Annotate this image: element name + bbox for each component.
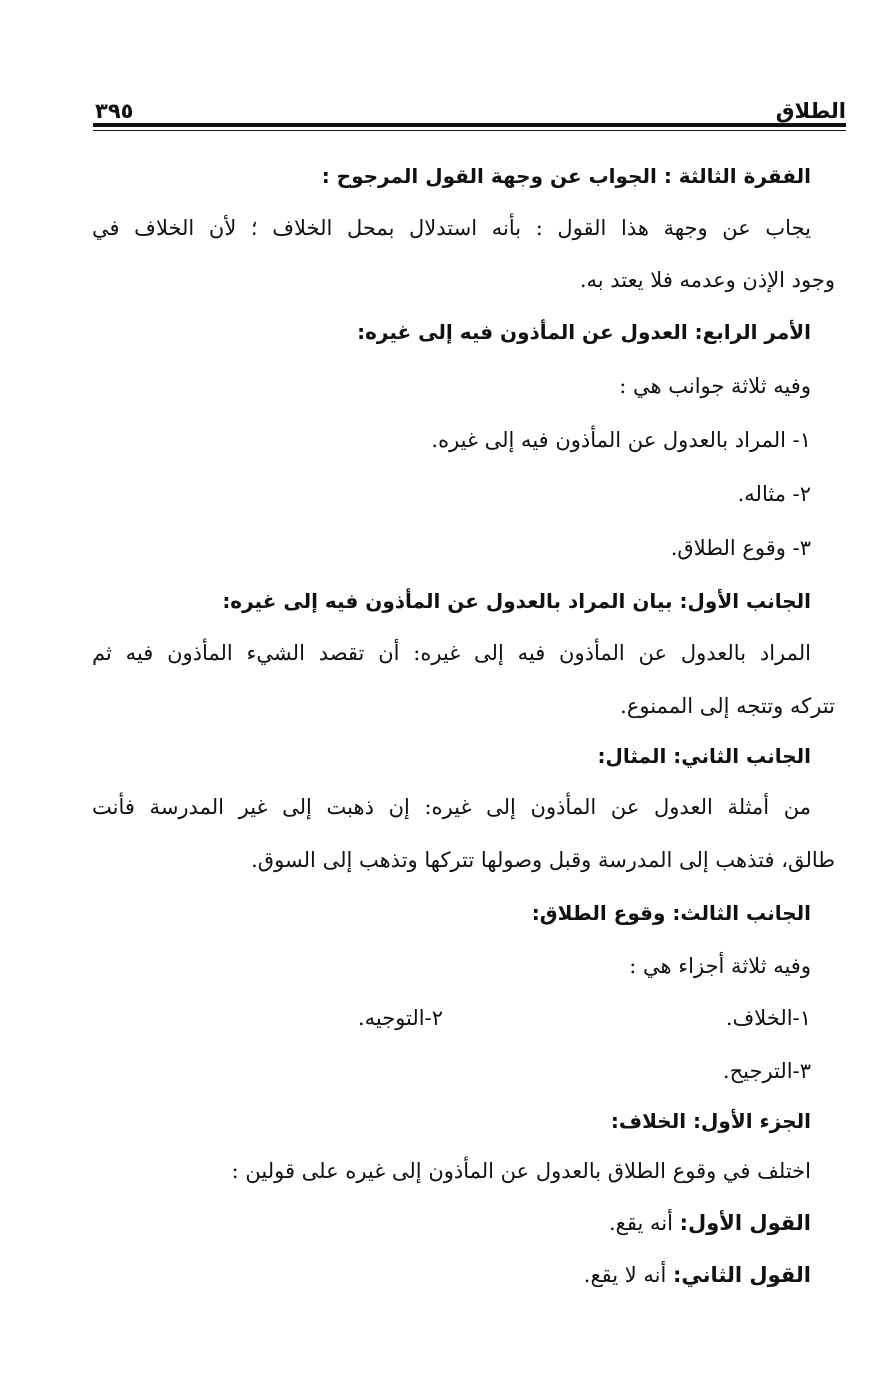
section-heading-third-paragraph: الفقرة الثالثة : الجواب عن وجهة القول المرجوح : (321, 164, 811, 188)
paragraph-line: اختلف في وقوع الطلاق بالعدول عن المأذون إلى غيره على قولين : (231, 1159, 811, 1183)
list-item: ٣- وقوع الطلاق. (670, 536, 811, 560)
opinion-text: أنه لا يقع. (583, 1263, 674, 1287)
section-heading-fourth-matter: الأمر الرابع: العدول عن المأذون فيه إلى غيره: (357, 320, 811, 344)
header-rule-thick (93, 123, 846, 127)
list-item: ٣-الترجيح. (722, 1059, 811, 1083)
list-item: ٢- مثاله. (737, 482, 811, 506)
paragraph-line: طالق، فتذهب إلى المدرسة وقبل وصولها تتركها وتذهب إلى السوق. (251, 848, 835, 872)
section-heading-second-aspect: الجانب الثاني: المثال: (597, 744, 811, 768)
list-item: ١- المراد بالعدول عن المأذون فيه إلى غيره. (431, 428, 811, 452)
list-item: ٢-التوجيه. (357, 1006, 443, 1030)
list-item: ١-الخلاف. (725, 1006, 811, 1030)
opinion-label: القول الثاني: (673, 1263, 811, 1287)
paragraph-line: من أمثلة العدول عن المأذون إلى غيره: إن ذهبت إلى غير المدرسة فأنت (92, 795, 811, 819)
paragraph-line: تتركه وتتجه إلى الممنوع. (620, 694, 835, 718)
section-heading-first-part: الجزء الأول: الخلاف: (610, 1109, 811, 1133)
running-title: الطلاق (775, 99, 846, 123)
opinion-line (609, 1213, 811, 1234)
paragraph-line: وفيه ثلاثة جوانب هي : (619, 374, 811, 398)
page-number: ٣٩٥ (95, 99, 134, 123)
paragraph-line: وجود الإذن وعدمه فلا يعتد به. (579, 268, 835, 292)
header-rule-thin (93, 130, 846, 131)
paragraph-line: يجاب عن وجهة هذا القول : بأنه استدلال بمحل الخلاف ؛ لأن الخلاف في (92, 216, 811, 240)
paragraph-line: المراد بالعدول عن المأذون فيه إلى غيره: أن تقصد الشيء المأذون فيه ثم (92, 641, 811, 665)
section-heading-first-aspect: الجانب الأول: بيان المراد بالعدول عن المأذون فيه إلى غيره: (222, 589, 811, 613)
paragraph-line: وفيه ثلاثة أجزاء هي : (629, 954, 811, 978)
page-header (95, 88, 846, 122)
opinion-label: القول الأول: (679, 1211, 811, 1235)
opinion-text: أنه يقع. (608, 1211, 680, 1235)
opinion-line (584, 1265, 811, 1286)
section-heading-third-aspect: الجانب الثالث: وقوع الطلاق: (531, 901, 811, 925)
